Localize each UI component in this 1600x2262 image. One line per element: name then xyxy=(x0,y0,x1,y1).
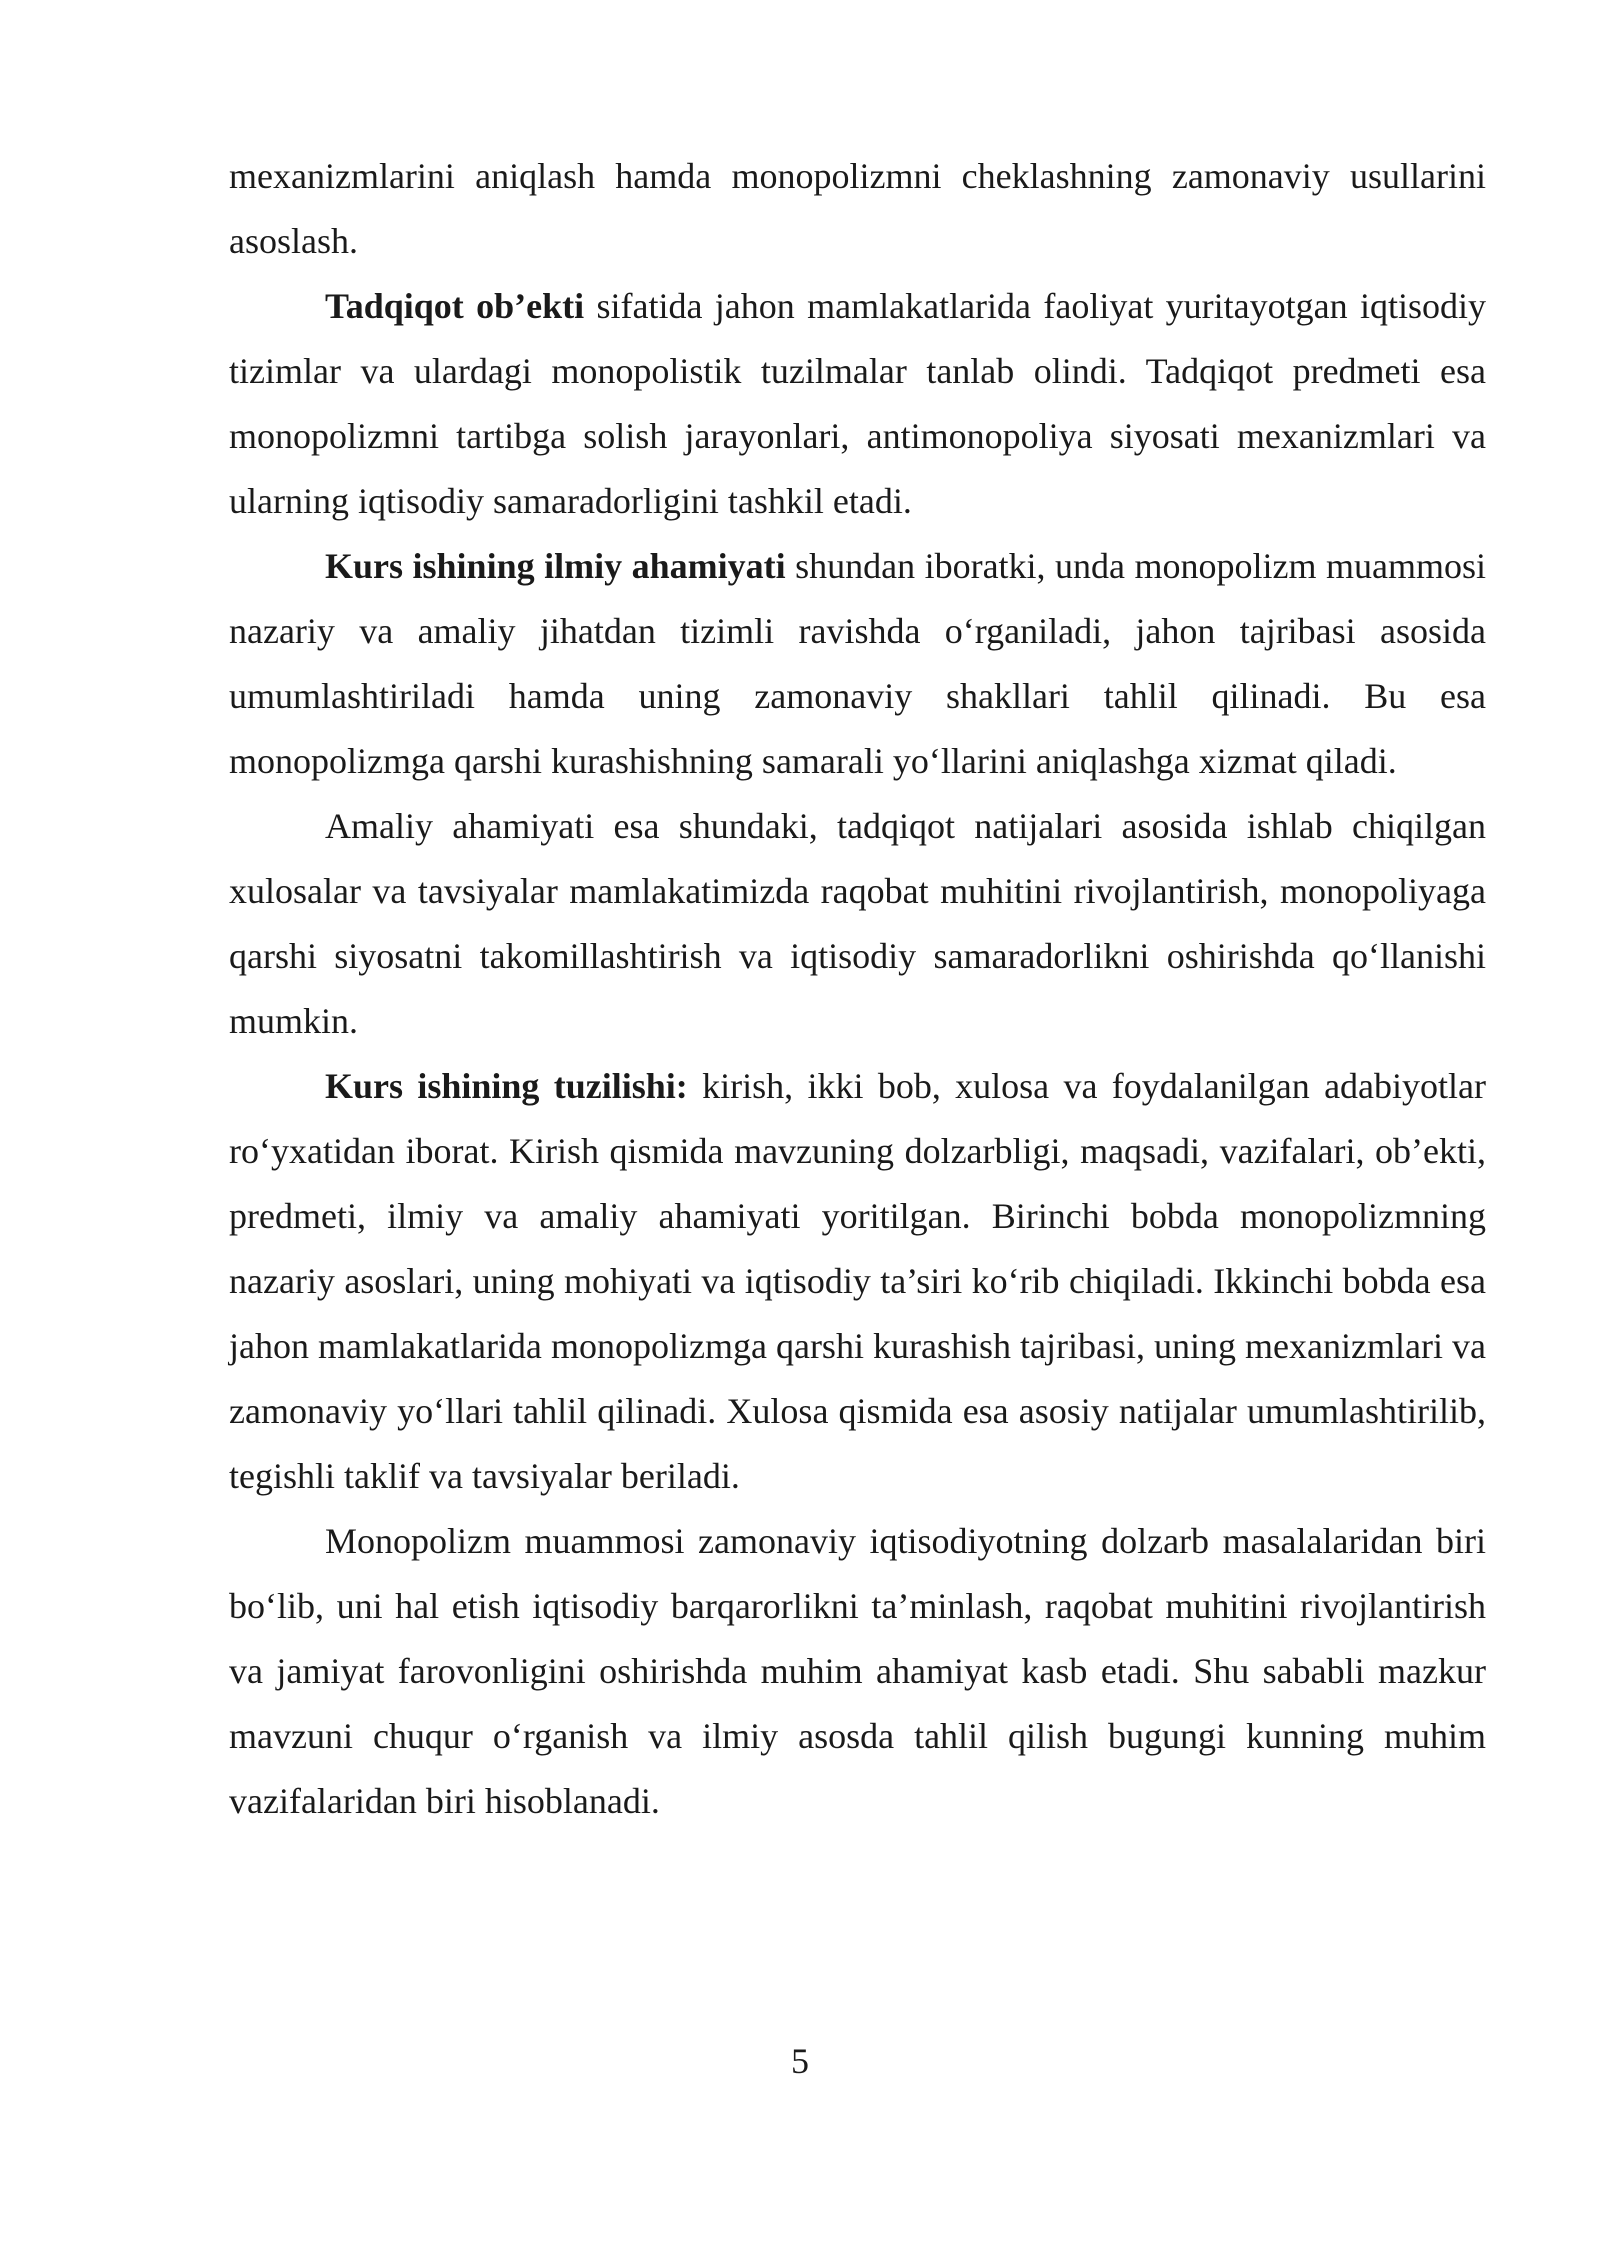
paragraph-scientific-significance xyxy=(229,534,1486,794)
paragraph-text: mexanizmlarini aniqlash hamda monopolizmni cheklashning zamonaviy usullarini asoslash. xyxy=(229,156,1486,261)
paragraph-conclusion xyxy=(229,1509,1486,1834)
paragraph-lead-bold: Kurs ishining ilmiy ahamiyati xyxy=(325,546,786,586)
paragraph-structure xyxy=(229,1054,1486,1509)
paragraph-research-object xyxy=(229,274,1486,534)
paragraph-continuation xyxy=(229,144,1486,274)
document-page xyxy=(229,144,1486,1834)
page-number: 5 xyxy=(791,2041,809,2081)
paragraph-text: Amaliy ahamiyati esa shundaki, tadqiqot natijalari asosida ishlab chiqilgan xulosalar va tavsiyalar mamlakatimizda raqobat muhitini rivojlantirish, monopoliyaga qarshi siyosatni takomillashtirish va iqtisodiy samaradorlikni oshirishda qo‘llanishi mumkin. xyxy=(229,806,1486,1041)
paragraph-text: sifatida jahon mamlakatlarida faoliyat yuritayotgan iqtisodiy tizimlar va ulardagi monopolistik tuzilmalar tanlab olindi. Tadqiqot predmeti esa monopolizmni tartibga solish jarayonlari, antimonopoliya siyosati mexanizmlari va ularning iqtisodiy samaradorligini tashkil etadi. xyxy=(229,286,1486,521)
paragraph-practical-significance xyxy=(229,794,1486,1054)
paragraph-text: Monopolizm muammosi zamonaviy iqtisodiyotning dolzarb masalalaridan biri bo‘lib, uni hal etish iqtisodiy barqarorlikni ta’minlash, raqobat muhitini rivojlantirish va jamiyat farovonligini oshirishda muhim ahamiyat kasb etadi. Shu sababli mazkur mavzuni chuqur o‘rganish va ilmiy asosda tahlil qilish bugungi kunning muhim vazifalaridan biri hisoblanadi. xyxy=(229,1521,1486,1821)
paragraph-text: kirish, ikki bob, xulosa va foydalanilgan adabiyotlar ro‘yxatidan iborat. Kirish qismida mavzuning dolzarbligi, maqsadi, vazifalari, ob’ekti, predmeti, ilmiy va amaliy ahamiyati yoritilgan. Birinchi bobda monopolizmning nazariy asoslari, uning mohiyati va iqtisodiy ta’siri ko‘rib chiqiladi. Ikkinchi bobda esa jahon mamlakatlarida monopolizmga qarshi kurashish tajribasi, uning mexanizmlari va zamonaviy yo‘llari tahlil qilinadi. Xulosa qismida esa asosiy natijalar umumlashtirilib, tegishli taklif va tavsiyalar beriladi. xyxy=(229,1066,1487,1496)
paragraph-lead-bold: Tadqiqot ob’ekti xyxy=(325,286,585,326)
paragraph-text: shundan iboratki, unda monopolizm muammosi nazariy va amaliy jihatdan tizimli ravishda o‘rganiladi, jahon tajribasi asosida umumlashtiriladi hamda uning zamonaviy shakllari tahlil qilinadi. Bu esa monopolizmga qarshi kurashishning samarali yo‘llarini aniqlashga xizmat qiladi. xyxy=(229,546,1487,781)
paragraph-lead-bold: Kurs ishining tuzilishi: xyxy=(325,1066,688,1106)
